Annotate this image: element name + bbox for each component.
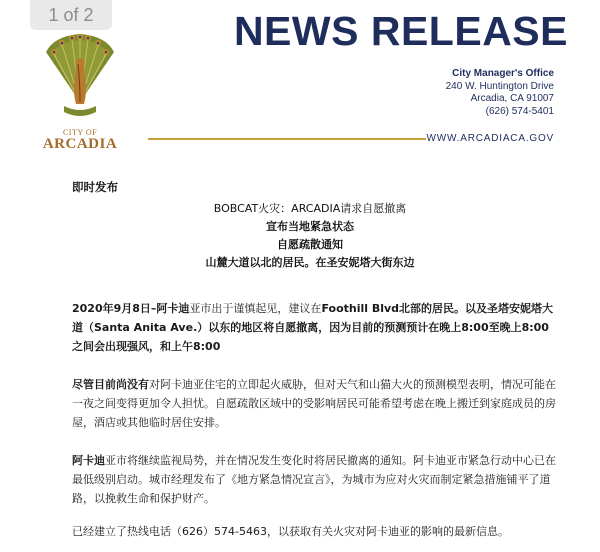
paragraph-1 — [72, 299, 558, 356]
address-line-1: 240 W. Huntington Drive — [445, 80, 554, 92]
logo-city-of-text: CITY OF — [62, 128, 98, 137]
paragraph-4: 已经建立了热线电话（626）574-5463，以获取有关火灾对阿卡迪亚的影响的最新信息。 — [72, 525, 509, 538]
paragraph-3 — [72, 451, 558, 508]
address-line-2: Arcadia, CA 91007 — [470, 93, 554, 104]
page-counter-badge: 1 of 2 — [30, 0, 112, 30]
office-name: City Manager's Office — [452, 68, 554, 79]
header-divider — [148, 138, 426, 140]
paragraph-2-text: 对阿卡迪亚住宅的立即起火威胁，但对天气和山猫大火的预测模型表明，情况可能在一夜之间变得更加令人担忧。自愿疏散区域中的受影响居民可能希望考虑在晚上搬迁到家庭成员的房屋，酒店或其他临时居住安排。 — [72, 378, 556, 429]
paragraph-1-bold-text: Foothill Blvd北部的居民。以及圣塔安妮塔大道（Santa Anita Ave.）以东的地区将自愿撤离，因为目前的预测预计在晚上8:00至晚上8:00之间会出现强风，和上午8:00 — [72, 302, 554, 353]
release-title-line: 自愿疏散通知 — [277, 238, 343, 251]
release-title-block — [150, 200, 470, 272]
phone-number: (626) 574-5401 — [485, 105, 554, 117]
paragraph-3-lead: 阿卡迪 — [72, 454, 105, 467]
office-address-block — [446, 68, 554, 118]
release-title-line: 山麓大道以北的居民。在圣安妮塔大街东边 — [205, 256, 415, 269]
paragraph-1-lead: 2020年9月8日–阿卡迪 — [72, 302, 190, 315]
logo-arcadia-text: ARCADIA — [42, 136, 118, 152]
release-title-line: BOBCAT火灾：ARCADIA请求自愿撤离 — [213, 202, 407, 215]
paragraph-2 — [72, 375, 558, 432]
website-link[interactable]: WWW.ARCADIACA.GOV — [426, 133, 554, 144]
news-release-headline: NEWS RELEASE — [233, 8, 568, 54]
paragraph-1-text: 亚市出于谨慎起见，建议在 — [189, 302, 322, 315]
release-title-line: 宣布当地紧急状态 — [266, 220, 354, 233]
paragraph-3-text: 亚市将继续监视局势，并在情况发生变化时将居民撤离的通知。阿卡迪亚市紧急行动中心已在最低级别启动。城市经理发布了《地方紧急情况宣言》，为城市为应对火灾而制定紧急措施铺平了道路，以挽救生命和保护财产。 — [72, 454, 556, 505]
peacock-emblem-icon — [40, 32, 120, 128]
paragraph-2-lead: 尽管目前尚没有 — [72, 378, 149, 391]
immediate-release-label: 即时发布 — [72, 180, 118, 194]
